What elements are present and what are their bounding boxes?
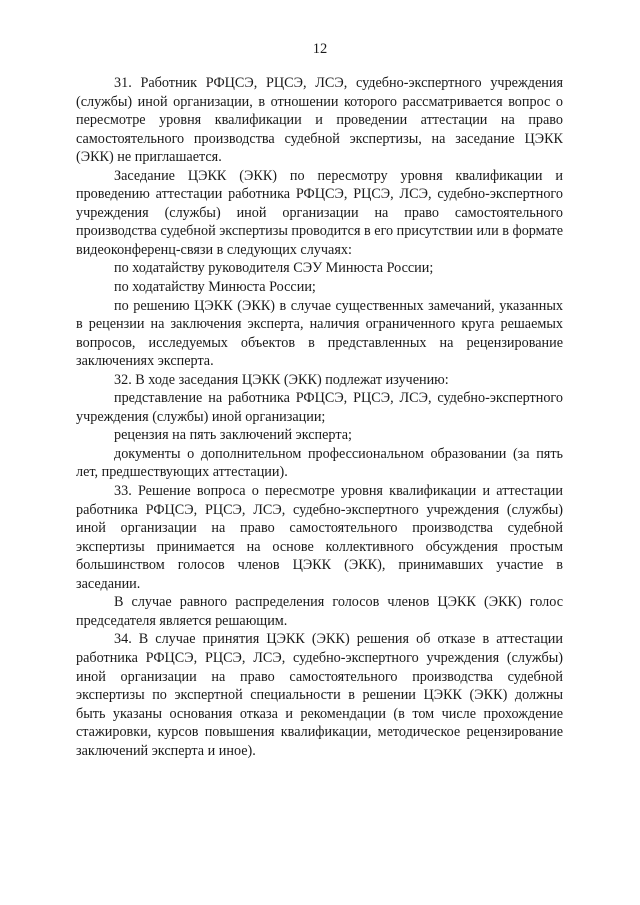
list-item-review: рецензия на пять заключений эксперта; — [114, 427, 352, 444]
paragraph-meeting-conditions: Заседание ЦЭКК (ЭКК) по пересмотру уровня квалификации и проведению аттестации работника РФЦСЭ, РЦСЭ, ЛСЭ, судебно-экспертного учреждения (службы) иной организации на право самостоятельного производства судебной экспертизы проводится в его присутствии или в формате видеоконференц-связи в следующих случаях: — [76, 167, 563, 258]
paragraph-34: 34. В случае принятия ЦЭКК (ЭКК) решения об отказе в аттестации работника РФЦСЭ, РЦСЭ, ЛСЭ, судебно-экспертного учреждения (службы) иной организации на право самостоятельного производства судебной экспертизы по экспертной специальности в решении ЦЭКК (ЭКК) должны быть указаны основания отказа и рекомендации (в том числе прохождение стажировки, курсов повышения квалификации, методическое рецензирование заключений эксперта и иное). — [76, 631, 563, 759]
list-item-sue-petition: по ходатайству руководителя СЭУ Минюста России; — [114, 260, 434, 277]
page-number: 12 — [312, 41, 328, 57]
document-body — [76, 74, 563, 760]
list-item-education-documents: документы о дополнительном профессиональном образовании (за пять лет, предшествующих аттестации). — [76, 445, 563, 481]
paragraph-tie-vote: В случае равного распределения голосов членов ЦЭКК (ЭКК) голос председателя является решающим. — [76, 594, 563, 629]
paragraph-32: 32. В ходе заседания ЦЭКК (ЭКК) подлежат изучению: — [114, 371, 449, 388]
list-item-committee-decision: по решению ЦЭКК (ЭКК) в случае существенных замечаний, указанных в рецензии на заключения эксперта, наличия ограниченного круга решаемых вопросов, исследуемых объектов в представленных на рецензирование заключениях эксперта. — [76, 297, 563, 370]
paragraph-31: 31. Работник РФЦСЭ, РЦСЭ, ЛСЭ, судебно-экспертного учреждения (службы) иной организации, в отношении которого рассматривается вопрос о пересмотре уровня квалификации и проведении аттестации на право самостоятельного производства судебной экспертизы, на заседание ЦЭКК (ЭКК) не приглашается. — [76, 75, 563, 166]
paragraph-33: 33. Решение вопроса о пересмотре уровня квалификации и аттестации работника РФЦСЭ, РЦСЭ, ЛСЭ, судебно-экспертного учреждения (службы) иной организации на право самостоятельного производства судебной экспертизы принимается на основе коллективного обсуждения простым большинством голосов членов ЦЭКК (ЭКК), принимавших участие в заседании. — [76, 483, 563, 592]
list-item-ministry-petition: по ходатайству Минюста России; — [114, 279, 316, 296]
list-item-representation: представление на работника РФЦСЭ, РЦСЭ, ЛСЭ, судебно-экспертного учреждения (службы) иной организации; — [76, 390, 563, 425]
